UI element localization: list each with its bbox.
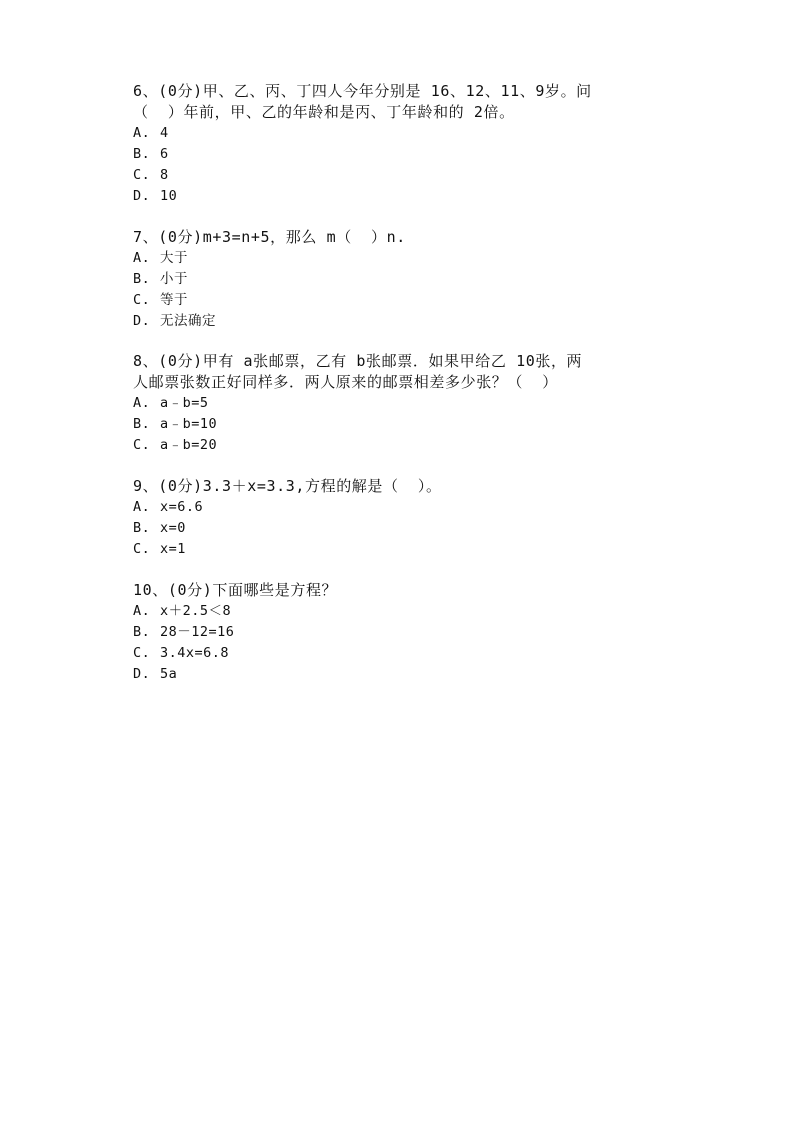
option-text: x=1 xyxy=(160,541,186,557)
option-text: 无法确定 xyxy=(160,313,216,329)
option-a xyxy=(133,601,673,622)
option-label: C. xyxy=(133,167,151,183)
option-label: B. xyxy=(133,416,151,432)
option-b xyxy=(133,518,673,539)
option-text: a﹣b=5 xyxy=(160,395,209,411)
option-text: a﹣b=10 xyxy=(160,416,218,432)
option-d xyxy=(133,664,673,685)
option-label: A. xyxy=(133,250,151,266)
option-d xyxy=(133,186,673,207)
option-c xyxy=(133,643,673,664)
option-text: 10 xyxy=(160,188,178,204)
question-stem-line: 9、(0分)3.3＋x=3.3,方程的解是（ ）。 xyxy=(133,477,442,495)
option-a xyxy=(133,123,673,144)
question-9 xyxy=(133,476,673,560)
option-text: x=6.6 xyxy=(160,499,204,515)
option-b xyxy=(133,269,673,290)
option-c xyxy=(133,165,673,186)
option-label: D. xyxy=(133,313,151,329)
option-text: 小于 xyxy=(160,271,188,287)
option-text: 5a xyxy=(160,666,178,682)
option-text: x=0 xyxy=(160,520,186,536)
option-label: C. xyxy=(133,645,151,661)
question-6 xyxy=(133,81,673,207)
option-d xyxy=(133,311,673,332)
option-label: B. xyxy=(133,624,151,640)
question-stem-line: 8、(0分)甲有 a张邮票，乙有 b张邮票．如果甲给乙 10张，两 xyxy=(133,352,583,370)
question-stem-line: 10、(0分)下面哪些是方程？ xyxy=(133,581,338,599)
option-a xyxy=(133,248,673,269)
option-c xyxy=(133,539,673,560)
question-stem-line: 7、(0分)m+3=n+5，那么 m（ ）n. xyxy=(133,228,406,246)
question-stem-line: （ ）年前，甲、乙的年龄和是丙、丁年龄和的 2倍。 xyxy=(133,103,515,121)
option-text: 大于 xyxy=(160,250,188,266)
option-text: 8 xyxy=(160,167,169,183)
question-10 xyxy=(133,580,673,685)
option-label: A. xyxy=(133,603,151,619)
option-text: x＋2.5＜8 xyxy=(160,603,232,619)
option-label: C. xyxy=(133,541,151,557)
option-label: D. xyxy=(133,188,151,204)
option-label: C. xyxy=(133,292,151,308)
option-label: D. xyxy=(133,666,151,682)
option-a xyxy=(133,497,673,518)
option-b xyxy=(133,622,673,643)
option-label: B. xyxy=(133,146,151,162)
option-b xyxy=(133,414,673,435)
option-label: A. xyxy=(133,499,151,515)
option-text: 28－12=16 xyxy=(160,624,235,640)
option-text: 3.4x=6.8 xyxy=(160,645,230,661)
option-c xyxy=(133,435,673,456)
question-8 xyxy=(133,351,673,456)
option-b xyxy=(133,144,673,165)
question-7 xyxy=(133,227,673,332)
option-label: A. xyxy=(133,125,151,141)
option-text: 等于 xyxy=(160,292,188,308)
question-stem-line: 6、(0分)甲、乙、丙、丁四人今年分别是 16、12、11、9岁。问 xyxy=(133,82,592,100)
option-label: A. xyxy=(133,395,151,411)
option-text: a﹣b=20 xyxy=(160,437,218,453)
option-text: 4 xyxy=(160,125,169,141)
option-label: B. xyxy=(133,271,151,287)
option-label: C. xyxy=(133,437,151,453)
option-a xyxy=(133,393,673,414)
option-c xyxy=(133,290,673,311)
option-label: B. xyxy=(133,520,151,536)
option-text: 6 xyxy=(160,146,169,162)
question-stem-line: 人邮票张数正好同样多．两人原来的邮票相差多少张？（ ） xyxy=(133,373,558,391)
